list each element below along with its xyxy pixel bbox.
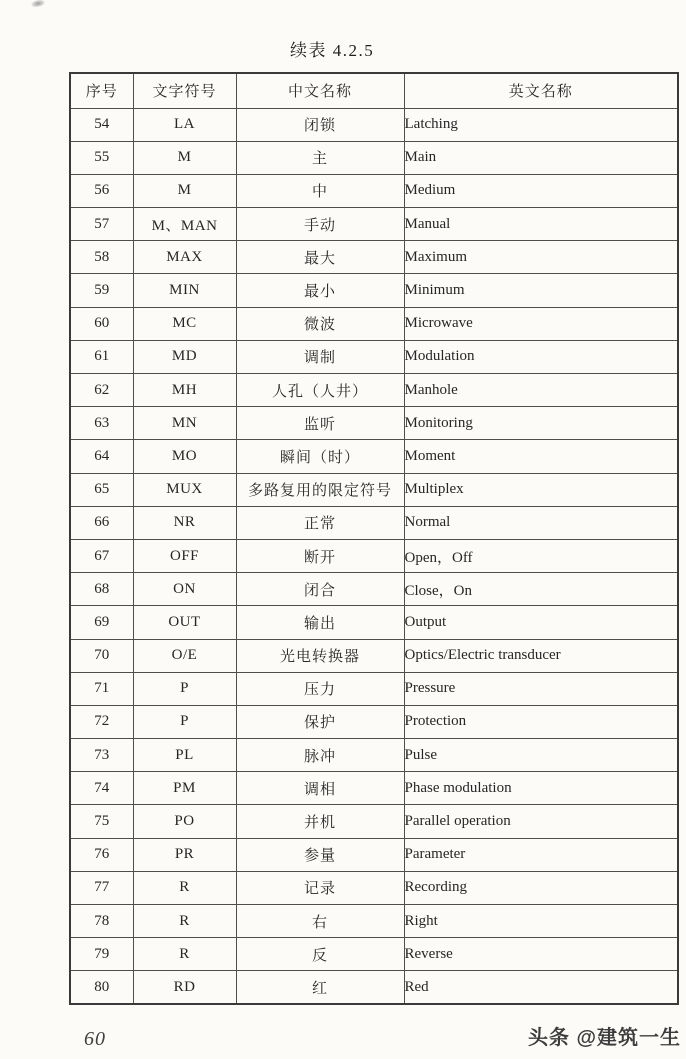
cell-english-name: Normal <box>404 506 678 539</box>
column-header-symbol: 文字符号 <box>133 73 236 108</box>
cell-serial-number: 69 <box>70 606 133 639</box>
cell-chinese-name: 多路复用的限定符号 <box>236 473 404 506</box>
cell-serial-number: 58 <box>70 241 133 274</box>
column-header-english-name: 英文名称 <box>404 73 678 108</box>
cell-text-symbol: MAX <box>133 241 236 274</box>
cell-text-symbol: PR <box>133 838 236 871</box>
table-header-row <box>70 73 678 108</box>
cell-serial-number: 60 <box>70 307 133 340</box>
cell-text-symbol: P <box>133 705 236 738</box>
table-row <box>70 440 678 473</box>
table-row <box>70 938 678 971</box>
cell-english-name: Parameter <box>404 838 678 871</box>
cell-english-name: Right <box>404 905 678 938</box>
cell-english-name: Microwave <box>404 307 678 340</box>
cell-chinese-name: 压力 <box>236 672 404 705</box>
cell-text-symbol: R <box>133 871 236 904</box>
cell-text-symbol: LA <box>133 108 236 141</box>
cell-text-symbol: R <box>133 938 236 971</box>
cell-chinese-name: 参量 <box>236 838 404 871</box>
cell-english-name: Monitoring <box>404 407 678 440</box>
cell-chinese-name: 主 <box>236 141 404 174</box>
table-header <box>70 73 678 108</box>
cell-text-symbol: M <box>133 174 236 207</box>
table-row <box>70 108 678 141</box>
cell-serial-number: 78 <box>70 905 133 938</box>
cell-text-symbol: MIN <box>133 274 236 307</box>
cell-english-name: Multiplex <box>404 473 678 506</box>
column-header-chinese-name: 中文名称 <box>236 73 404 108</box>
cell-chinese-name: 正常 <box>236 506 404 539</box>
cell-english-name: Moment <box>404 440 678 473</box>
table-row <box>70 141 678 174</box>
table-row <box>70 805 678 838</box>
table-row <box>70 971 678 1004</box>
cell-chinese-name: 反 <box>236 938 404 971</box>
cell-serial-number: 63 <box>70 407 133 440</box>
cell-text-symbol: M <box>133 141 236 174</box>
cell-serial-number: 75 <box>70 805 133 838</box>
table-row <box>70 705 678 738</box>
cell-english-name: Protection <box>404 705 678 738</box>
cell-chinese-name: 人孔（人井） <box>236 374 404 407</box>
scan-artifact-speck <box>30 0 45 8</box>
table-row <box>70 639 678 672</box>
table-row <box>70 772 678 805</box>
table-row <box>70 539 678 572</box>
table-row <box>70 307 678 340</box>
cell-text-symbol: MUX <box>133 473 236 506</box>
cell-text-symbol: RD <box>133 971 236 1004</box>
table-row <box>70 606 678 639</box>
cell-chinese-name: 调制 <box>236 340 404 373</box>
cell-serial-number: 59 <box>70 274 133 307</box>
cell-serial-number: 71 <box>70 672 133 705</box>
cell-serial-number: 61 <box>70 340 133 373</box>
cell-english-name: Minimum <box>404 274 678 307</box>
cell-chinese-name: 脉冲 <box>236 739 404 772</box>
cell-english-name: Manhole <box>404 374 678 407</box>
cell-serial-number: 66 <box>70 506 133 539</box>
cell-chinese-name: 调相 <box>236 772 404 805</box>
cell-english-name: Medium <box>404 174 678 207</box>
table-row <box>70 340 678 373</box>
cell-text-symbol: ON <box>133 573 236 606</box>
table-row <box>70 374 678 407</box>
page-number: 60 <box>84 1028 106 1050</box>
cell-chinese-name: 监听 <box>236 407 404 440</box>
symbol-reference-table <box>69 72 679 1005</box>
cell-text-symbol: MO <box>133 440 236 473</box>
cell-serial-number: 76 <box>70 838 133 871</box>
cell-text-symbol: PM <box>133 772 236 805</box>
cell-chinese-name: 断开 <box>236 539 404 572</box>
table-body <box>70 108 678 1004</box>
table-row <box>70 739 678 772</box>
cell-serial-number: 80 <box>70 971 133 1004</box>
table-row <box>70 672 678 705</box>
cell-chinese-name: 最小 <box>236 274 404 307</box>
cell-serial-number: 56 <box>70 174 133 207</box>
cell-text-symbol: R <box>133 905 236 938</box>
cell-english-name: Maximum <box>404 241 678 274</box>
cell-serial-number: 57 <box>70 208 133 241</box>
cell-serial-number: 67 <box>70 539 133 572</box>
cell-chinese-name: 记录 <box>236 871 404 904</box>
cell-serial-number: 62 <box>70 374 133 407</box>
cell-serial-number: 65 <box>70 473 133 506</box>
cell-text-symbol: PL <box>133 739 236 772</box>
cell-serial-number: 72 <box>70 705 133 738</box>
table-row <box>70 208 678 241</box>
cell-english-name: Output <box>404 606 678 639</box>
table-title: 续表 4.2.5 <box>290 41 375 60</box>
table-row <box>70 838 678 871</box>
cell-english-name: Reverse <box>404 938 678 971</box>
cell-chinese-name: 微波 <box>236 307 404 340</box>
cell-text-symbol: MD <box>133 340 236 373</box>
cell-serial-number: 77 <box>70 871 133 904</box>
cell-english-name: Close，On <box>404 573 678 606</box>
cell-serial-number: 74 <box>70 772 133 805</box>
table-row <box>70 473 678 506</box>
cell-text-symbol: PO <box>133 805 236 838</box>
cell-english-name: Pressure <box>404 672 678 705</box>
cell-chinese-name: 瞬间（时） <box>236 440 404 473</box>
cell-text-symbol: M、MAN <box>133 208 236 241</box>
cell-english-name: Parallel operation <box>404 805 678 838</box>
cell-text-symbol: MC <box>133 307 236 340</box>
cell-serial-number: 73 <box>70 739 133 772</box>
column-header-serial: 序号 <box>70 73 133 108</box>
cell-serial-number: 54 <box>70 108 133 141</box>
watermark-text: 头条 @建筑一生 <box>527 1027 681 1049</box>
table-row <box>70 174 678 207</box>
table-row <box>70 407 678 440</box>
cell-chinese-name: 中 <box>236 174 404 207</box>
cell-text-symbol: OUT <box>133 606 236 639</box>
cell-text-symbol: P <box>133 672 236 705</box>
cell-chinese-name: 输出 <box>236 606 404 639</box>
cell-english-name: Main <box>404 141 678 174</box>
cell-text-symbol: MH <box>133 374 236 407</box>
table-row <box>70 274 678 307</box>
cell-text-symbol: NR <box>133 506 236 539</box>
table-row <box>70 905 678 938</box>
cell-text-symbol: OFF <box>133 539 236 572</box>
cell-english-name: Latching <box>404 108 678 141</box>
cell-chinese-name: 手动 <box>236 208 404 241</box>
cell-serial-number: 55 <box>70 141 133 174</box>
cell-english-name: Pulse <box>404 739 678 772</box>
cell-english-name: Open，Off <box>404 539 678 572</box>
cell-serial-number: 64 <box>70 440 133 473</box>
cell-chinese-name: 闭锁 <box>236 108 404 141</box>
cell-english-name: Modulation <box>404 340 678 373</box>
cell-serial-number: 79 <box>70 938 133 971</box>
cell-chinese-name: 保护 <box>236 705 404 738</box>
cell-chinese-name: 并机 <box>236 805 404 838</box>
cell-english-name: Recording <box>404 871 678 904</box>
cell-chinese-name: 闭合 <box>236 573 404 606</box>
cell-english-name: Red <box>404 971 678 1004</box>
table-row <box>70 241 678 274</box>
cell-serial-number: 68 <box>70 573 133 606</box>
table-row <box>70 871 678 904</box>
cell-chinese-name: 光电转换器 <box>236 639 404 672</box>
cell-chinese-name: 红 <box>236 971 404 1004</box>
cell-chinese-name: 右 <box>236 905 404 938</box>
table-row <box>70 506 678 539</box>
cell-text-symbol: MN <box>133 407 236 440</box>
cell-chinese-name: 最大 <box>236 241 404 274</box>
cell-english-name: Phase modulation <box>404 772 678 805</box>
table-row <box>70 573 678 606</box>
cell-english-name: Optics/Electric transducer <box>404 639 678 672</box>
cell-text-symbol: O/E <box>133 639 236 672</box>
cell-english-name: Manual <box>404 208 678 241</box>
cell-serial-number: 70 <box>70 639 133 672</box>
